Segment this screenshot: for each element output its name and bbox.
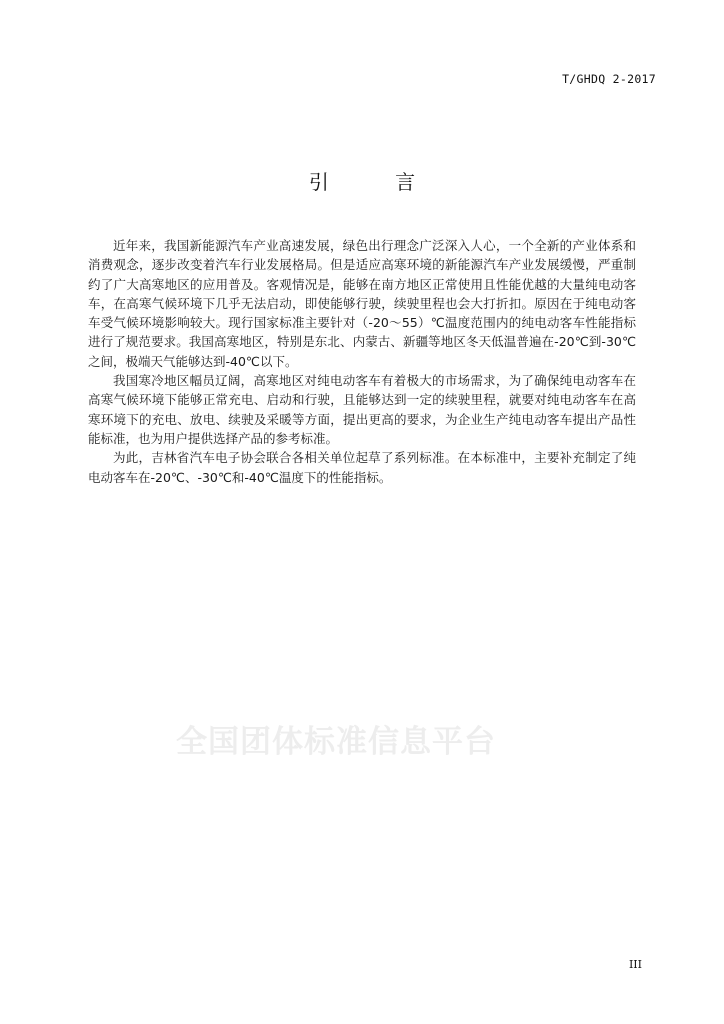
page-title: 引 言 bbox=[308, 170, 446, 194]
paragraph-1: 近年来，我国新能源汽车产业高速发展，绿色出行理念广泛深入人心，一个全新的产业体系和消费观念，逐步改变着汽车行业发展格局。但是适应高寒环境的新能源汽车产业发展缓慢，严重制约了广大高寒地区的应用普及。客观情况是，能够在南方地区正常使用且性能优越的大量纯电动客车，在高寒气候环境下几乎无法启动，即使能够行驶，续驶里程也会大打折扣。原因在于纯电动客车受气候环境影响较大。现行国家标准主要针对（-20～55）℃温度范围内的纯电动客车性能指标进行了规范要求。我国高寒地区，特别是东北、内蒙古、新疆等地区冬天低温普遍在-20℃到-30℃之间，极端天气能够达到-40℃以下。 bbox=[88, 238, 636, 369]
watermark: 全国团体标准信息平台 bbox=[176, 724, 496, 760]
page-number: III bbox=[628, 958, 642, 971]
introduction-body bbox=[88, 236, 636, 487]
standard-code: T/GHDQ 2-2017 bbox=[562, 72, 656, 86]
paragraph-2: 我国寒冷地区幅员辽阔，高寒地区对纯电动客车有着极大的市场需求，为了确保纯电动客车在高寒气候环境下能够正常充电、启动和行驶，且能够达到一定的续驶里程，就要对纯电动客车在高寒环境下的充电、放电、续驶及采暖等方面，提出更高的要求，为企业生产纯电动客车提出产品性能标准，也为用户提供选择产品的参考标准。 bbox=[88, 373, 636, 446]
paragraph-3: 为此，吉林省汽车电子协会联合各相关单位起草了系列标准。在本标准中，主要补充制定了纯电动客车在-20℃、-30℃和-40℃温度下的性能指标。 bbox=[88, 450, 636, 485]
